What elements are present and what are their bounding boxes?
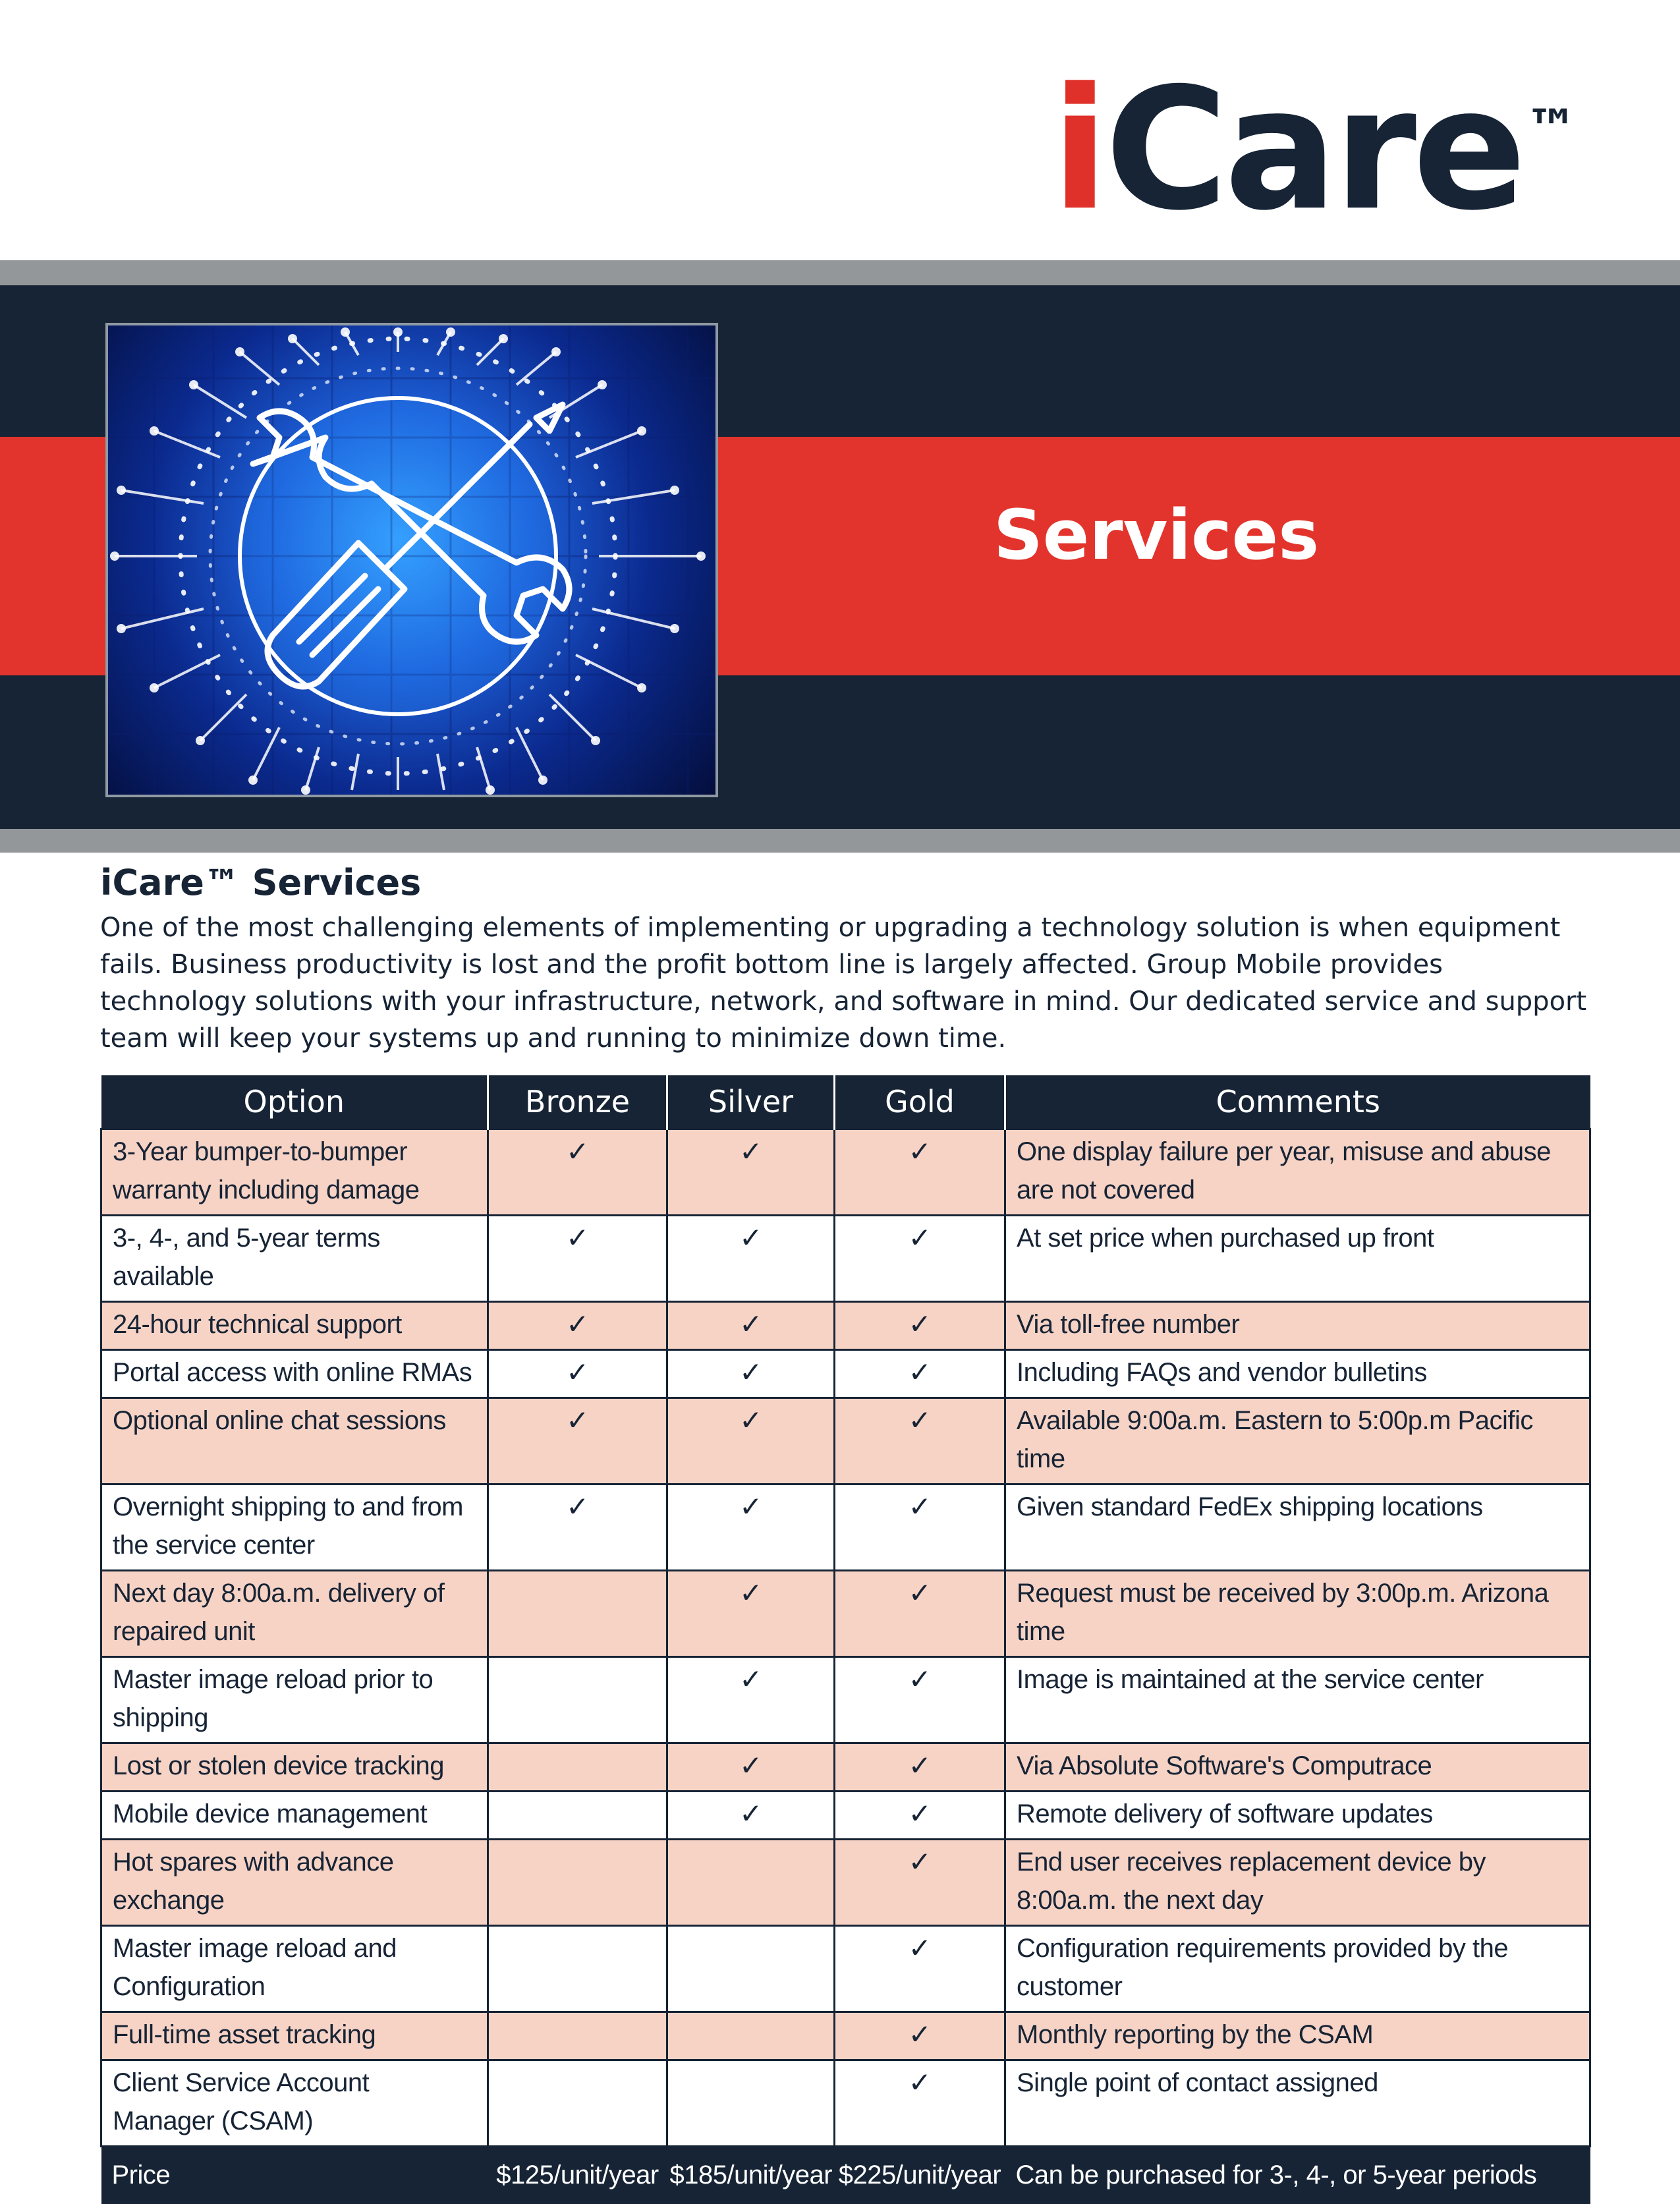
check-icon: ✓ bbox=[909, 1308, 932, 1340]
comment-cell: One display failure per year, misuse and abuse are not covered bbox=[1005, 1129, 1590, 1216]
bronze-check-cell bbox=[488, 1484, 667, 1571]
gold-check-cell bbox=[835, 1398, 1005, 1484]
silver-check-cell bbox=[667, 1350, 835, 1398]
bronze-check-cell bbox=[488, 1302, 667, 1350]
option-cell: Mobile device management bbox=[101, 1792, 488, 1840]
price-row bbox=[101, 2147, 1590, 2204]
check-icon: ✓ bbox=[909, 1404, 932, 1436]
wrench-screwdriver-icon bbox=[108, 325, 715, 795]
check-icon: ✓ bbox=[909, 2066, 932, 2099]
check-icon: ✓ bbox=[739, 1797, 762, 1830]
bronze-check-cell bbox=[488, 1926, 667, 2012]
bronze-check-cell bbox=[488, 1657, 667, 1743]
silver-check-cell bbox=[667, 1302, 835, 1350]
bronze-check-cell bbox=[488, 1350, 667, 1398]
check-icon: ✓ bbox=[739, 1490, 762, 1523]
check-icon: ✓ bbox=[739, 1749, 762, 1782]
comment-cell: At set price when purchased up front bbox=[1005, 1216, 1590, 1302]
header-silver: Silver bbox=[667, 1075, 835, 1129]
comment-cell: End user receives replacement device by 8:00a.m. the next day bbox=[1005, 1840, 1590, 1926]
check-icon: ✓ bbox=[566, 1404, 589, 1436]
table-row bbox=[101, 1657, 1590, 1743]
gold-check-cell bbox=[835, 1350, 1005, 1398]
option-cell: Client Service Account Manager (CSAM) bbox=[101, 2060, 488, 2147]
option-cell: Next day 8:00a.m. delivery of repaired unit bbox=[101, 1571, 488, 1657]
check-icon: ✓ bbox=[566, 1135, 589, 1168]
gold-check-cell bbox=[835, 2060, 1005, 2147]
comment-cell: Including FAQs and vendor bulletins bbox=[1005, 1350, 1590, 1398]
table-row bbox=[101, 1129, 1590, 1216]
silver-check-cell bbox=[667, 1571, 835, 1657]
silver-check-cell bbox=[667, 1484, 835, 1571]
table-row bbox=[101, 1743, 1590, 1792]
option-cell: Lost or stolen device tracking bbox=[101, 1743, 488, 1792]
check-icon: ✓ bbox=[739, 1577, 762, 1609]
header-comments: Comments bbox=[1005, 1075, 1590, 1129]
gold-check-cell bbox=[835, 1792, 1005, 1840]
check-icon: ✓ bbox=[909, 1490, 932, 1523]
bronze-check-cell bbox=[488, 1398, 667, 1484]
bronze-check-cell bbox=[488, 1216, 667, 1302]
gold-check-cell bbox=[835, 1926, 1005, 2012]
table-row bbox=[101, 2012, 1590, 2060]
silver-check-cell bbox=[667, 1792, 835, 1840]
check-icon: ✓ bbox=[909, 1797, 932, 1830]
check-icon: ✓ bbox=[909, 1846, 932, 1878]
option-cell: Full-time asset tracking bbox=[101, 2012, 488, 2060]
header-gold: Gold bbox=[835, 1075, 1005, 1129]
silver-check-cell bbox=[667, 1398, 835, 1484]
gold-price: $225/unit/year bbox=[835, 2147, 1005, 2204]
comment-cell: Via Absolute Software's Computrace bbox=[1005, 1743, 1590, 1792]
check-icon: ✓ bbox=[566, 1222, 589, 1254]
comment-cell: Image is maintained at the service center bbox=[1005, 1657, 1590, 1743]
price-comment: Can be purchased for 3-, 4-, or 5-year periods bbox=[1005, 2147, 1590, 2204]
check-icon: ✓ bbox=[909, 2018, 932, 2050]
check-icon: ✓ bbox=[739, 1404, 762, 1436]
option-cell: Optional online chat sessions bbox=[101, 1398, 488, 1484]
check-icon: ✓ bbox=[739, 1135, 762, 1168]
silver-check-cell bbox=[667, 1840, 835, 1926]
option-cell: Master image reload prior to shipping bbox=[101, 1657, 488, 1743]
bronze-check-cell bbox=[488, 1840, 667, 1926]
silver-check-cell bbox=[667, 2012, 835, 2060]
table-row bbox=[101, 1792, 1590, 1840]
gold-check-cell bbox=[835, 2012, 1005, 2060]
silver-check-cell bbox=[667, 1743, 835, 1792]
check-icon: ✓ bbox=[739, 1356, 762, 1388]
table-row bbox=[101, 1302, 1590, 1350]
services-table bbox=[100, 1075, 1591, 2204]
bronze-check-cell bbox=[488, 1743, 667, 1792]
bronze-price: $125/unit/year bbox=[488, 2147, 667, 2204]
silver-check-cell bbox=[667, 1129, 835, 1216]
gold-check-cell bbox=[835, 1743, 1005, 1792]
table-row bbox=[101, 1840, 1590, 1926]
option-cell: 3-, 4-, and 5-year terms available bbox=[101, 1216, 488, 1302]
table-row bbox=[101, 1350, 1590, 1398]
logo-trademark: ™ bbox=[1525, 98, 1578, 159]
table-row bbox=[101, 1484, 1590, 1571]
gold-check-cell bbox=[835, 1216, 1005, 1302]
check-icon: ✓ bbox=[566, 1490, 589, 1523]
table-header-row bbox=[101, 1075, 1590, 1129]
check-icon: ✓ bbox=[739, 1663, 762, 1695]
gold-check-cell bbox=[835, 1571, 1005, 1657]
bronze-check-cell bbox=[488, 1792, 667, 1840]
check-icon: ✓ bbox=[739, 1222, 762, 1254]
comment-cell: Remote delivery of software updates bbox=[1005, 1792, 1590, 1840]
check-icon: ✓ bbox=[909, 1663, 932, 1695]
comment-cell: Monthly reporting by the CSAM bbox=[1005, 2012, 1590, 2060]
comment-cell: Given standard FedEx shipping locations bbox=[1005, 1484, 1590, 1571]
silver-check-cell bbox=[667, 1216, 835, 1302]
check-icon: ✓ bbox=[909, 1356, 932, 1388]
comment-cell: Via toll-free number bbox=[1005, 1302, 1590, 1350]
check-icon: ✓ bbox=[739, 1308, 762, 1340]
check-icon: ✓ bbox=[566, 1356, 589, 1388]
check-icon: ✓ bbox=[909, 1135, 932, 1168]
hero-image bbox=[105, 323, 718, 797]
table-row bbox=[101, 1926, 1590, 2012]
option-cell: 3-Year bumper-to-bumper warranty including damage bbox=[101, 1129, 488, 1216]
comment-cell: Request must be received by 3:00p.m. Arizona time bbox=[1005, 1571, 1590, 1657]
comment-cell: Configuration requirements provided by the customer bbox=[1005, 1926, 1590, 2012]
option-cell: Master image reload and Configuration bbox=[101, 1926, 488, 2012]
table-row bbox=[101, 1398, 1590, 1484]
silver-check-cell bbox=[667, 1657, 835, 1743]
table-row bbox=[101, 2060, 1590, 2147]
gold-check-cell bbox=[835, 1129, 1005, 1216]
check-icon: ✓ bbox=[909, 1222, 932, 1254]
bronze-check-cell bbox=[488, 2060, 667, 2147]
header-option: Option bbox=[101, 1075, 488, 1129]
intro-paragraph: One of the most challenging elements of implementing or upgrading a technology solution is when equipment fails. Business productivity is lost and the profit bottom line is largely affected. Group Mobile provides technology solutions with your infrastructure, network, and software in mind. Our dedicated service and support team will keep your systems up and running to minimize down time. bbox=[100, 909, 1589, 1057]
silver-check-cell bbox=[667, 2060, 835, 2147]
header-bronze: Bronze bbox=[488, 1075, 667, 1129]
option-cell: Hot spares with advance exchange bbox=[101, 1840, 488, 1926]
check-icon: ✓ bbox=[909, 1932, 932, 1964]
silver-price: $185/unit/year bbox=[667, 2147, 835, 2204]
gold-check-cell bbox=[835, 1657, 1005, 1743]
check-icon: ✓ bbox=[909, 1749, 932, 1782]
silver-check-cell bbox=[667, 1926, 835, 2012]
gold-check-cell bbox=[835, 1484, 1005, 1571]
table-row bbox=[101, 1571, 1590, 1657]
table-body bbox=[101, 1129, 1590, 2204]
check-icon: ✓ bbox=[909, 1577, 932, 1609]
gold-check-cell bbox=[835, 1302, 1005, 1350]
option-cell: Portal access with online RMAs bbox=[101, 1350, 488, 1398]
table-row bbox=[101, 1216, 1590, 1302]
logo-i: i bbox=[1051, 52, 1105, 248]
bronze-check-cell bbox=[488, 2012, 667, 2060]
price-label: Price bbox=[101, 2147, 488, 2204]
section-title: iCare™ Services bbox=[100, 862, 421, 905]
banner-top-stripe bbox=[0, 260, 1680, 285]
comment-cell: Single point of contact assigned bbox=[1005, 2060, 1590, 2147]
bronze-check-cell bbox=[488, 1571, 667, 1657]
option-cell: 24-hour technical support bbox=[101, 1302, 488, 1350]
logo-care: Care bbox=[1105, 52, 1523, 248]
banner-title: Services bbox=[718, 501, 1594, 569]
check-icon: ✓ bbox=[566, 1308, 589, 1340]
comment-cell: Available 9:00a.m. Eastern to 5:00p.m Pacific time bbox=[1005, 1398, 1590, 1484]
option-cell: Overnight shipping to and from the service center bbox=[101, 1484, 488, 1571]
gold-check-cell bbox=[835, 1840, 1005, 1926]
icare-logo bbox=[1051, 66, 1578, 234]
bronze-check-cell bbox=[488, 1129, 667, 1216]
banner-bottom-stripe bbox=[0, 829, 1680, 853]
